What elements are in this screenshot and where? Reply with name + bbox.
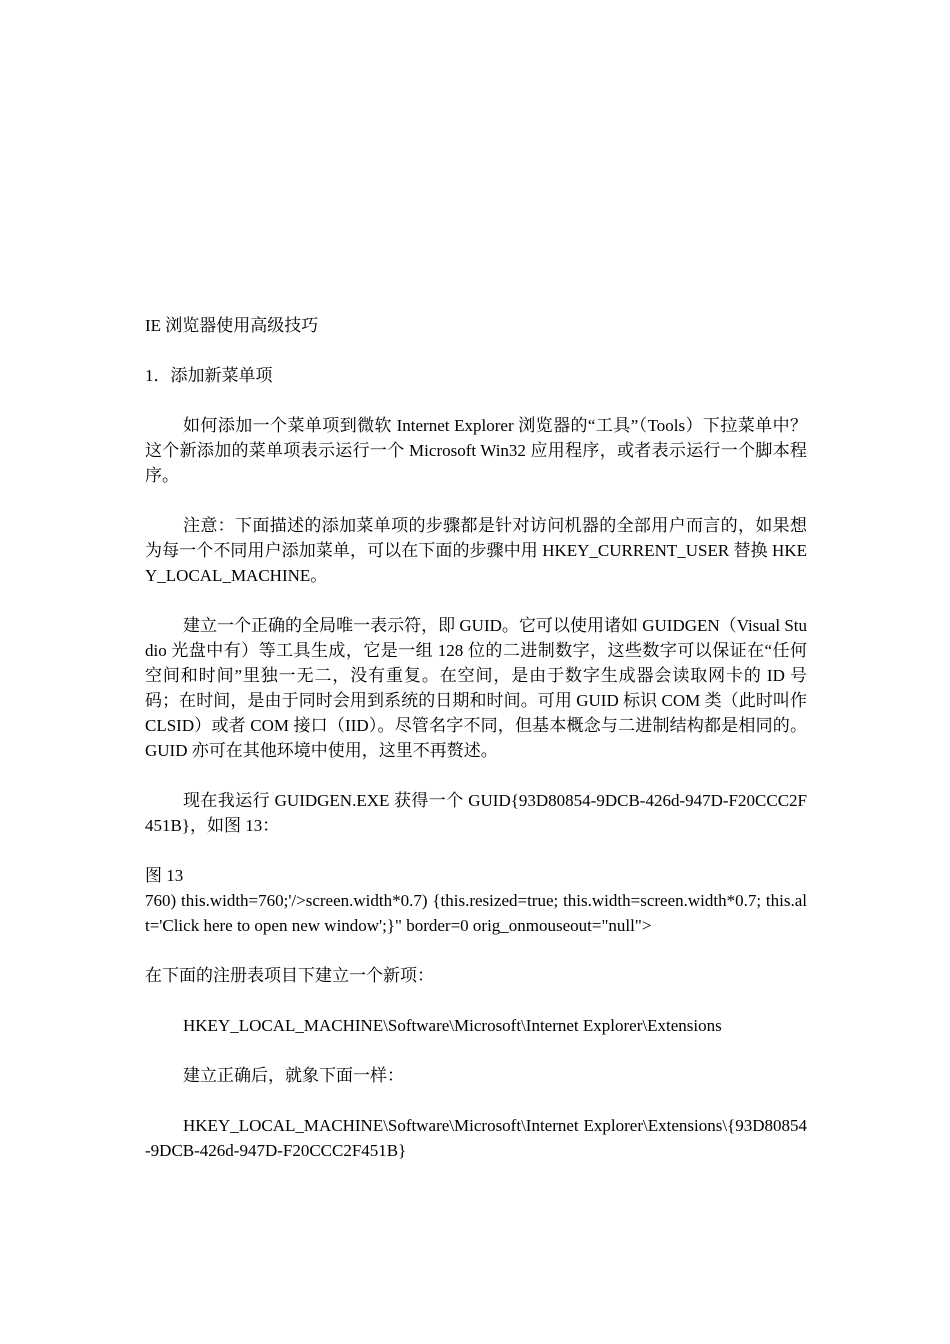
paragraph-guid: 建立一个正确的全局唯一表示符，即 GUID。它可以使用诸如 GUIDGEN（Visual Studio 光盘中有）等工具生成，它是一组 128 位的二进制数字，这些数字可以保证在“任何空间和时间”里独一无二，没有重复。在空间，是由于数字生成器会读取网卡的 ID 号码；在时间，是由于同时会用到系统的日期和时间。可用 GUID 标识 COM 类（此时叫作 CLSID）或者 COM 接口（IID）。尽管名字不同，但基本概念与二进制结构都是相同的。GUID 亦可在其他环境中使用，这里不再赘述。 (145, 616, 807, 760)
registry-intro: 在下面的注册表项目下建立一个新项： (145, 966, 434, 985)
paragraph-note: 注意：下面描述的添加菜单项的步骤都是针对访问机器的全部用户而言的，如果想为每一个不同用户添加菜单，可以在下面的步骤中用 HKEY_CURRENT_USER 替换 HKEY_LOCAL_MACHINE。 (145, 516, 807, 585)
registry-path: HKEY_LOCAL_MACHINE\Software\Microsoft\Internet Explorer\Extensions (183, 1016, 722, 1035)
result-path: HKEY_LOCAL_MACHINE\Software\Microsoft\Internet Explorer\Extensions\{93D80854-9DCB-426d-947D-F20CCC2F451B} (145, 1116, 807, 1160)
section-heading: 1．添加新菜单项 (145, 366, 273, 385)
document-page (145, 313, 807, 1188)
paragraph-guidgen: 现在我运行 GUIDGEN.EXE 获得一个 GUID{93D80854-9DCB-426d-947D-F20CCC2F451B}，如图 13： (145, 791, 807, 835)
figure-code-residue: 760) this.width=760;'/>screen.width*0.7) {this.resized=true; this.width=screen.width*0.7; this.alt='Click here to open new window';}" border=0 orig_onmouseout="null"> (145, 891, 807, 935)
result-intro: 建立正确后，就象下面一样： (183, 1066, 404, 1085)
figure-label: 图 13 (145, 866, 184, 885)
document-title: IE 浏览器使用高级技巧 (145, 316, 319, 335)
paragraph-intro: 如何添加一个菜单项到微软 Internet Explorer 浏览器的“工具”（Tools）下拉菜单中？这个新添加的菜单项表示运行一个 Microsoft Win32 应用程序，或者表示运行一个脚本程序。 (145, 416, 807, 485)
